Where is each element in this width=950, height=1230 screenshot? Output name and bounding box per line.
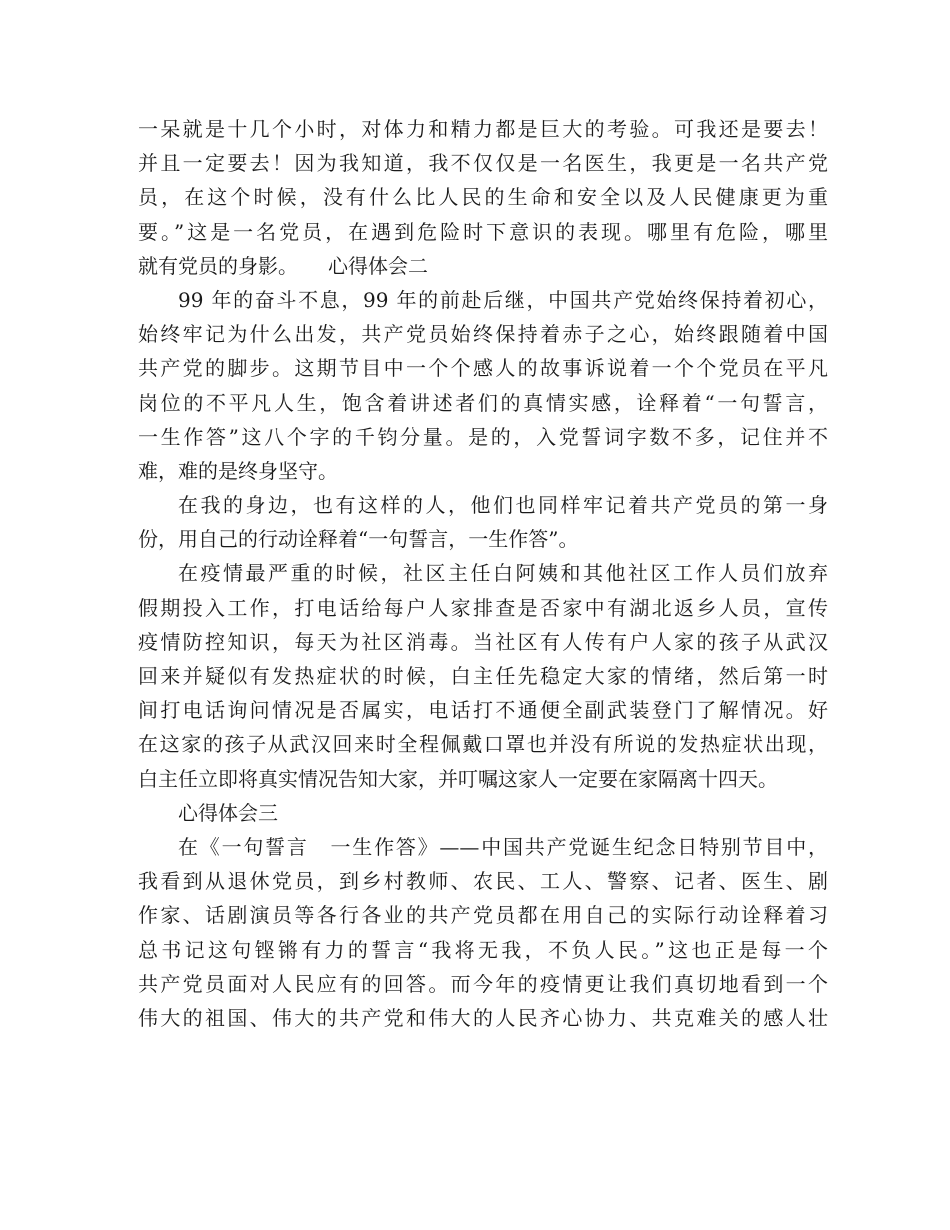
text-line: 要。”这是一名党员，在遇到危险时下意识的表现。哪里有危险，哪里 bbox=[138, 219, 828, 244]
text-line: 一呆就是十几个小时，对体力和精力都是巨大的考验。可我还是要去！ bbox=[138, 117, 828, 141]
text-line: 在疫情最严重的时候，社区主任白阿姨和其他社区工作人员们放弃 bbox=[178, 561, 828, 586]
text-line: 在这家的孩子从武汉回来时全程佩戴口罩也并没有所说的发热症状出现， bbox=[138, 732, 828, 757]
text-line: 伟大的祖国、伟大的共产党和伟大的人民齐心协力、共克难关的感人壮 bbox=[138, 1005, 828, 1030]
text-line: 份，用自己的行动诠释着“一句誓言，一生作答”。 bbox=[138, 527, 579, 552]
text-line: 总书记这句铿锵有力的誓言“我将无我，不负人民。”这也正是每一个 bbox=[138, 937, 828, 962]
text-line: 白主任立即将真实情况告知大家，并叮嘱这家人一定要在家隔离十四天。 bbox=[138, 766, 778, 791]
document-page bbox=[138, 112, 828, 1035]
text-line: 共产党员面对人民应有的回答。而今年的疫情更让我们真切地看到一个 bbox=[138, 971, 828, 996]
text-line: 我看到从退休党员，到乡村教师、农民、工人、警察、记者、医生、剧 bbox=[138, 869, 828, 894]
text-line: 间打电话询问情况是否属实，电话打不通便全副武装登门了解情况。好 bbox=[138, 698, 828, 723]
text-line: 就有党员的身影。 心得体会二 bbox=[138, 253, 428, 278]
text-line: 一生作答”这八个字的千钧分量。是的，入党誓词字数不多，记住并不 bbox=[138, 424, 828, 449]
text-line: 在我的身边，也有这样的人，他们也同样牢记着共产党员的第一身 bbox=[178, 493, 828, 518]
text-line: 并且一定要去！因为我知道，我不仅仅是一名医生，我更是一名共产党 bbox=[138, 151, 828, 176]
text-line: 始终牢记为什么出发，共产党员始终保持着赤子之心，始终跟随着中国 bbox=[138, 322, 828, 347]
text-line: 作家、话剧演员等各行各业的共产党员都在用自己的实际行动诠释着习 bbox=[138, 903, 828, 928]
text-line: 员，在这个时候，没有什么比人民的生命和安全以及人民健康更为重 bbox=[138, 185, 828, 210]
text-line: 共产党的脚步。这期节目中一个个感人的故事诉说着一个个党员在平凡 bbox=[138, 356, 828, 381]
text-line: 回来并疑似有发热症状的时候，白主任先稳定大家的情绪，然后第一时 bbox=[138, 664, 828, 688]
text-line: 难，难的是终身坚守。 bbox=[138, 458, 338, 483]
section-heading: 心得体会三 bbox=[178, 800, 278, 825]
text-line: 在《一句誓言 一生作答》——中国共产党诞生纪念日特别节目中， bbox=[178, 834, 828, 859]
text-line: 99 年的奋斗不息，99 年的前赴后继，中国共产党始终保持着初心， bbox=[178, 287, 828, 312]
text-line: 疫情防控知识，每天为社区消毒。当社区有人传有户人家的孩子从武汉 bbox=[138, 629, 828, 654]
text-line: 岗位的不平凡人生，饱含着讲述者们的真情实感，诠释着“一句誓言， bbox=[138, 390, 828, 415]
text-line: 假期投入工作，打电话给每户人家排查是否家中有湖北返乡人员，宣传 bbox=[138, 595, 828, 620]
